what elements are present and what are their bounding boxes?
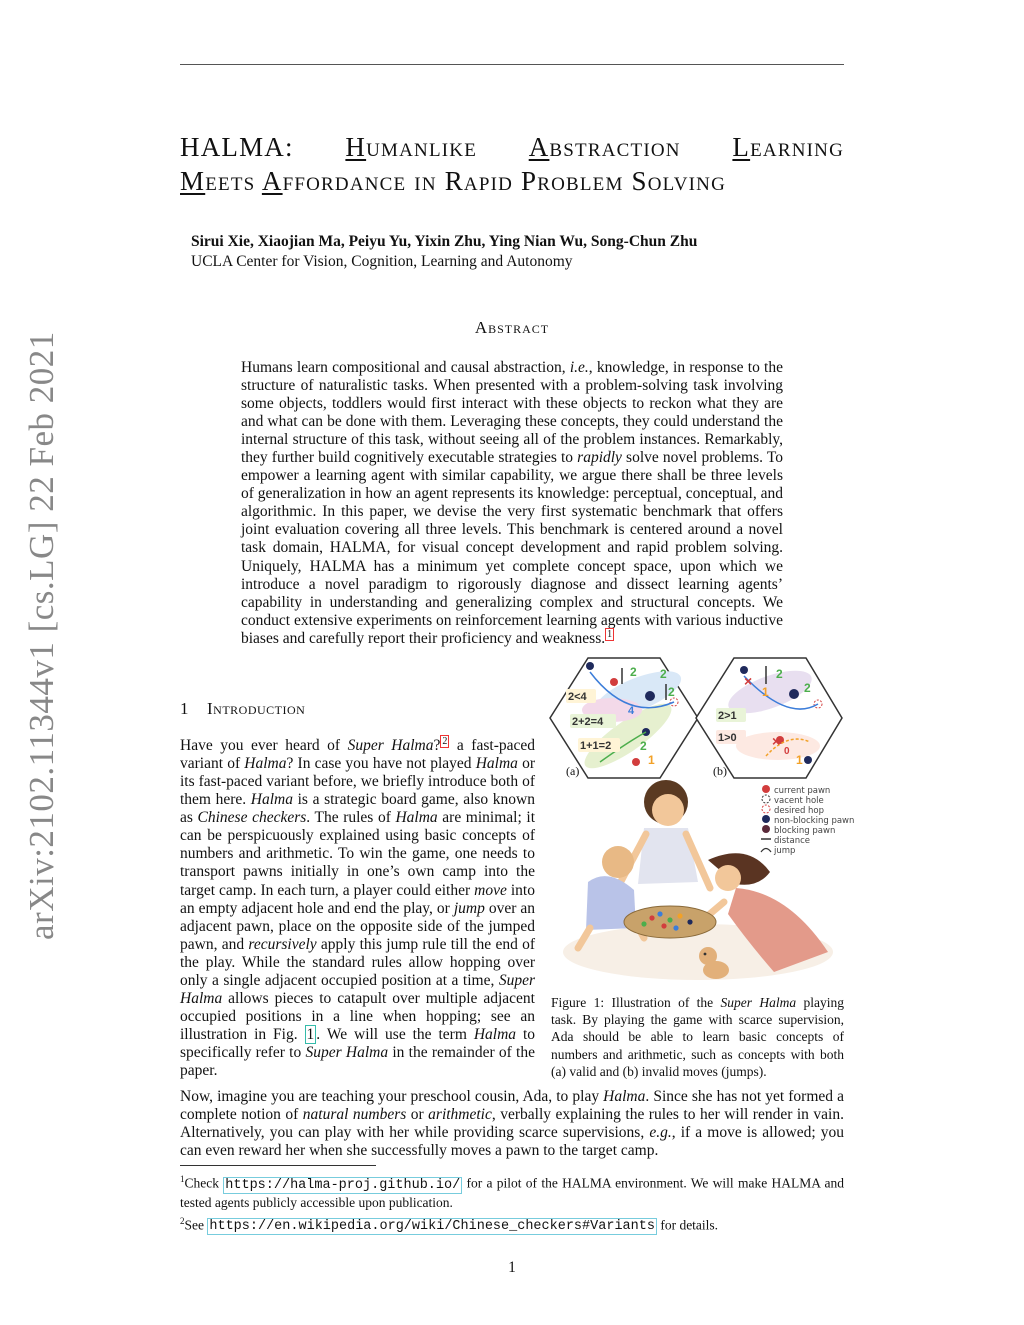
footnote-rule <box>180 1165 376 1166</box>
abstract-heading: Abstract <box>474 318 550 337</box>
svg-text:×: × <box>772 733 781 749</box>
legend-blocking-pawn: blocking pawn <box>774 826 836 836</box>
body-paragraph: Now, imagine you are teaching your preschool cousin, Ada, to play Halma. Since she has not yet formed a complete notion of natural numbers or arithmetic, verbally explaining the rules to her will render in vain. Alternatively, you can play with her while providing scarce supervisions, e.g., if a move is allowed; you can even reward her when she successfully moves a pawn to the target camp. <box>180 1088 844 1160</box>
figure-label-b: (b) <box>713 764 727 778</box>
footnote-1-link[interactable]: https://halma-proj.github.io/ <box>225 1177 461 1193</box>
footnote-ref-1[interactable]: 1 <box>607 628 613 640</box>
expr-b1: 2>1 <box>718 710 737 722</box>
svg-text:1: 1 <box>648 753 655 767</box>
abstract-text: Humans learn compositional and causal abstraction, i.e., knowledge, in response to the structure of naturalistic tasks. When presented with a problem-solving task involving some objects, toddlers would first interact with these objects to reckon what they are and what can be done with them. Leveraging these concepts, they could understand the internal structure of this task, without seeing all of the problem instances. Remarkably, they further build cognitively executable strategies to rapidly solve novel problems. To empower a learning agent with similar capability, we argue there shall be three levels of generalization in how an agent represents its knowledge: perceptual, conceptual, and algorithmic. In this paper, we devise the very first systematic benchmark that offers joint evaluation covering all three levels. This benchmark is centered around a novel task domain, HALMA, for visual concept development and rapid problem solving. Uniquely, HALMA has a minimum yet complete concept space, upon which we introduce a novel paradigm to rigorously diagnose and dissect learning agents’ capability in understanding and generalizing complex and structural concepts. We conduct extensive experiments on reinforcement learning agents with various inductive biases and carefully report their proficiency and weakness. $^1$ <box>241 359 783 647</box>
svg-text:2: 2 <box>804 681 811 695</box>
header-rule <box>180 64 844 65</box>
svg-text:1: 1 <box>796 753 803 767</box>
hexagon-board-a <box>550 658 698 778</box>
svg-text:4: 4 <box>628 705 635 717</box>
svg-text:1: 1 <box>762 685 769 699</box>
svg-text:×: × <box>744 673 753 689</box>
svg-text:2: 2 <box>640 739 647 753</box>
figure-1-illustration <box>548 652 855 994</box>
legend-distance: distance <box>774 836 811 846</box>
footnote-2: $^2$See https://en.wikipedia.org/wiki/Chinese_checkers#Variants for details. <box>180 1215 719 1234</box>
expr-b2: 1>0 <box>718 732 737 744</box>
footnote-ref-2[interactable]: 2 <box>442 736 448 747</box>
page-number: 1 <box>508 1259 516 1276</box>
svg-text:0: 0 <box>784 746 790 757</box>
footnote-2-link[interactable]: https://en.wikipedia.org/wiki/Chinese_checkers#Variants <box>209 1219 655 1234</box>
figure-label-a: (a) <box>566 764 580 778</box>
expr-a1: 2<4 <box>568 691 587 703</box>
figure-legend <box>761 785 854 856</box>
figure-caption: Figure 1: Illustration of the Super Halma playing task. By playing the game with scarce supervision, Ada should be able to learn basic concepts of numbers and arithmetic, such as concepts with both (a) valid and (b) invalid moves (jumps). <box>551 995 844 1079</box>
legend-vacent-hole: vacent hole <box>774 796 824 806</box>
footnote-1: $^1$Check https://halma-proj.github.io/ for a pilot of the HALMA environment. We will make HALMA and tested agents publicly accessible upon publication. <box>180 1174 844 1210</box>
legend-non-blocking-pawn: non-blocking pawn <box>774 816 855 826</box>
footnotes <box>180 1171 844 1235</box>
expr-a2: 2+2=4 <box>572 716 604 728</box>
svg-text:2: 2 <box>660 667 667 681</box>
intro-paragraph: Have you ever heard of Super Halma? $^2$ a fast-paced variant of Halma? In case you have not played Halma or its fast-paced variant before, we briefly introduce both of them here. Halma is a strategic board game, also known as Chinese checkers. The rules of Halma are minimal; it can be perspicuously explained using basic concepts of numbers and arithmetic. To win the game, one needs to transport pawns initially in one’s own camp into the target camp. In each turn, a player could either move into an empty adjacent hole and end the play, or jump over an adjacent pawn, place on the opposite side of the jumped pawn, and recursively apply this jump rule till the end of the play. While the standard rules allow hopping over only a single adjacent occupied position at a time, Super Halma allows pieces to catapult over multiple adjacent occupied positions in a line when hopping; see an illustration in Fig. 1 . We will use the term Halma to specifically refer to Super Halma in the remainder of the paper. <box>180 736 536 1079</box>
legend-jump: jump <box>774 846 796 856</box>
legend-desired-hop: desired hop <box>774 806 825 816</box>
svg-text:2: 2 <box>776 667 783 681</box>
hexagon-board-b <box>696 658 842 778</box>
expr-a3: 1+1=2 <box>580 740 612 752</box>
svg-text:2: 2 <box>668 685 675 699</box>
paper-title: HALMA: Humanlike Abstraction Learning Meets Affordance in Rapid Problem Solving <box>180 132 844 196</box>
legend-current-pawn: current pawn <box>774 786 831 796</box>
author-list: Sirui Xie, Xiaojian Ma, Peiyu Yu, Yixin Zhu, Ying Nian Wu, Song-Chun Zhu <box>191 233 698 250</box>
arxiv-stamp: arXiv:2102.11344v1 [cs.LG] 22 Feb 2021 <box>22 331 61 940</box>
section-heading: 1 Introduction <box>180 699 306 718</box>
affiliation: UCLA Center for Vision, Cognition, Learning and Autonomy <box>191 253 573 270</box>
svg-text:2: 2 <box>630 665 637 679</box>
figure-ref-link[interactable]: 1 <box>306 1025 315 1043</box>
